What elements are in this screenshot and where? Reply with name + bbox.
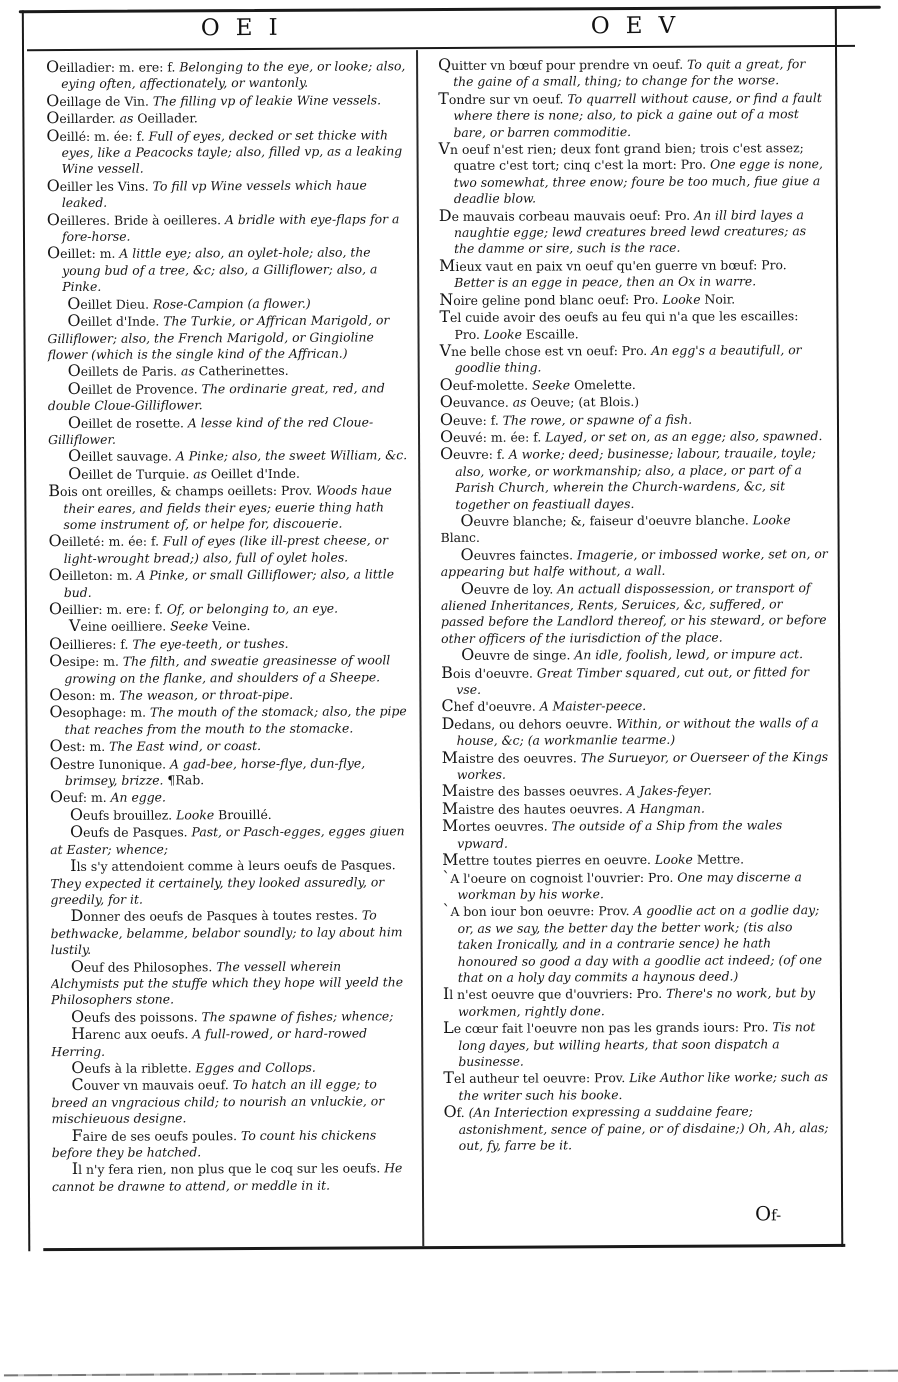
entry-headword: Oest: m. (49, 736, 110, 756)
entry-headword: Dedans, ou dehors oeuvre. (441, 713, 617, 733)
dictionary-entry (49, 565, 411, 601)
column-divider (416, 50, 424, 1246)
entry-headword: Oeufs des poissons. (71, 1006, 202, 1026)
dictionary-entry (439, 290, 827, 309)
entry-gloss: To quarrell without cause, or find a fault where there is none; also, to pick a gaine out of a most bare, or barren commoditie. (453, 89, 822, 140)
entry-headword: Blanc. (440, 530, 480, 546)
dictionary-entry (49, 599, 411, 618)
dictionary-entry (50, 736, 412, 755)
entry-headword: Maistre des oeuvres. (441, 747, 581, 767)
dictionary-entry (443, 1068, 831, 1104)
entry-gloss: as (180, 363, 199, 379)
dictionary-entry (48, 447, 410, 466)
entry-gloss: The Turkie, or Affrican Marigold, or Gilliflower; also, the French Marigold, or Gingioline flower (which is the single kind of the Affrican.) (47, 312, 390, 363)
entry-headword: Veine. (212, 618, 251, 634)
dictionary-entry (440, 375, 828, 394)
entry-gloss: Looke (752, 512, 791, 528)
entry-headword: Oeufs de Pasques. (70, 822, 192, 842)
entry-headword: Veine oeilliere. (68, 616, 171, 636)
dictionary-entry (48, 464, 410, 483)
entry-gloss: An ill bird layes a naughtie egge; lewd creatures breed lewd creatures; as the damme or sire, such is the race. (453, 206, 807, 257)
entry-headword: Oeilleres. Bride à oeilleres. (46, 209, 226, 229)
entry-gloss: Full of eyes (like ill-prest cheese, or light-wrought bread;) also, full of oylet holes. (63, 532, 389, 566)
entry-headword: Oeuvres fainctes. (460, 544, 577, 564)
entry-gloss: as (512, 394, 531, 410)
entry-headword: Oeson: m. (49, 685, 120, 705)
entry-headword: `A l'oeure on cognoist l'ouvrier: Pro. (442, 867, 678, 887)
dictionary-entry (440, 392, 828, 411)
entry-gloss: Better is an egge in peace, then an Ox in warre. (454, 273, 757, 291)
dictionary-entry (441, 663, 829, 699)
dictionary-entry (444, 1102, 832, 1154)
entry-headword: Oeillets de Paris. (67, 361, 182, 381)
entry-headword: Oeillet Dieu. (67, 293, 153, 313)
entry-headword: Oeillader. (137, 110, 198, 126)
entry-gloss: Rose-Campion (a flower.) (152, 295, 311, 312)
dictionary-entry (52, 1126, 414, 1162)
entry-gloss: Of, or belonging to, an eye. (166, 600, 339, 617)
dictionary-entry (440, 341, 828, 377)
entry-headword: Oesipe: m. (49, 651, 123, 671)
dictionary-entry (50, 788, 412, 807)
entry-headword: Oeillé: m. ée: f. (46, 125, 149, 145)
entry-headword: Oeillage de Vin. (46, 90, 153, 110)
dictionary-entry (50, 754, 412, 790)
entry-gloss: A Pinke, or small Gilliflower; also, a little bud. (63, 566, 395, 600)
dictionary-entry (48, 481, 410, 533)
entry-gloss: A gad-bee, horse-flye, dun-flye, brimsey, brizze. (64, 755, 366, 789)
entry-headword: Quitter vn bœuf pour prendre vn oeuf. (438, 55, 688, 75)
right-border-rule (835, 6, 843, 1247)
dictionary-entry (49, 617, 411, 636)
entry-headword: Oeillet: m. (47, 243, 120, 263)
dictionary-entry (46, 126, 408, 178)
dictionary-entry (440, 444, 828, 513)
entry-gloss: The outside of a Ship from the wales vpward. (457, 817, 783, 851)
entry-headword: Oeillet d'Inde. (67, 311, 164, 331)
entry-headword: Oeuvé: m. ée: f. (439, 426, 546, 446)
entry-gloss: An egg's a beautifull, or goodlie thing. (454, 342, 802, 376)
dictionary-entry (439, 256, 827, 292)
dictionary-entry (50, 856, 412, 908)
left-border-rule (22, 10, 30, 1251)
entry-headword: Harenc aux oeufs. (71, 1024, 193, 1044)
dictionary-entry (46, 91, 408, 110)
dictionary-entry (438, 89, 826, 141)
dictionary-entry (440, 427, 828, 446)
entry-headword: Oeuvre: f. (440, 444, 509, 464)
entry-gloss: A worke; deed; businesse; labour, trauaile, toyle; also, worke, or workmanship; also, a place, or part of a Parish Church, wherein the Church-wardens, &c, sit together on feastiuall dayes. (455, 445, 816, 512)
entry-headword: Le cœur fait l'oeuvre non pas les grands iours: Pro. (443, 1018, 773, 1038)
dictionary-entry (442, 799, 830, 818)
entry-headword: Mortes oeuvres. (442, 816, 552, 836)
entry-headword: Oeillarder. (46, 108, 120, 128)
entry-headword: Brouillé. (218, 806, 272, 823)
entry-gloss: Looke (483, 326, 526, 342)
left-column (46, 57, 414, 1245)
dictionary-entry (441, 696, 829, 715)
entry-headword: Tel autheur tel oeuvre: Prov. (443, 1068, 630, 1088)
dictionary-entry (440, 511, 828, 547)
entry-headword: De mauvais corbeau mauvais oeuf: Pro. (438, 205, 695, 225)
entry-headword: Chef d'oeuvre. (441, 696, 540, 716)
dictionary-entry (47, 210, 409, 246)
entry-headword: Oeuf des Philosophes. (70, 956, 217, 976)
entry-headword: Ils s'y attendoient comme à leurs oeufs de Pasques. (70, 856, 396, 876)
entry-gloss: An idle, foolish, lewd, or impure act. (574, 646, 804, 663)
entry-gloss: Past, or Pasch-egges, egges giuen at Easter; whence; (50, 823, 405, 857)
entry-headword: Oeillet de Turquie. (68, 463, 194, 483)
entry-headword: Noir. (704, 291, 736, 307)
dictionary-entry (51, 1007, 413, 1026)
entry-headword: Oeillet de Provence. (67, 378, 202, 398)
entry-gloss: The filth, and sweatie greasinesse of wooll growing on the flanke, and shoulders of a Sheepe. (64, 652, 391, 686)
entry-headword: Oeilleté: m. ée: f. (48, 531, 164, 551)
dictionary-entry (49, 634, 411, 653)
dictionary-entry (51, 1076, 413, 1128)
entry-gloss: (An Interiection expressing a suddaine feare; astonishment, sence of paine, or of disdaine;) Oh, Ah, alas; out, fy, farre be it. (458, 1103, 829, 1153)
dictionary-entry (442, 816, 830, 852)
entry-headword: Oeillier: m. ere: f. (48, 599, 167, 619)
entry-headword: Noire geline pond blanc oeuf: Pro. (439, 289, 663, 309)
dictionary-entry (51, 957, 413, 1009)
dictionary-entry (48, 413, 410, 449)
entry-headword: Oeufs brouillez. (69, 804, 177, 824)
entry-headword: Maistre des hautes oeuvres. (441, 798, 627, 818)
entry-gloss: One may discerne a workman by his worke. (457, 868, 802, 902)
entry-gloss: An actuall dispossession, or transport of aliened Inheritances, Rents, Seruices, &c, suffered, or passed before the Landlord thereof, or his steward, or before other officers of the iurisdiction of the place. (440, 579, 827, 646)
entry-gloss: A Jakes-feyer. (626, 783, 712, 799)
entry-gloss: The Surueyor, or Ouerseer of the Kings workes. (456, 748, 829, 783)
entry-gloss: Belonging to the eye, or looke; also, eying often, affectionately, or wantonly. (61, 58, 406, 92)
entry-gloss: They expected it certainely, they looked assuredly, or greedily, for it. (50, 873, 385, 907)
entry-headword: Bois d'oeuvre. (441, 662, 537, 682)
entry-headword: Mettre. (696, 851, 745, 867)
entry-gloss: Egges and Collops. (195, 1059, 316, 1076)
entry-gloss: The mouth of the stomack; also, the pipe that reaches from the mouth to the stomacke. (64, 703, 407, 737)
entry-gloss: The rowe, or spawne of a fish. (502, 411, 693, 428)
dictionary-entry (441, 579, 829, 648)
dictionary-entry (49, 651, 411, 687)
entry-headword: Couver vn mauvais oeuf. (71, 1075, 233, 1095)
dictionary-entry (47, 176, 409, 212)
entry-headword: Escaille. (525, 325, 579, 342)
dictionary-entry (51, 1058, 413, 1077)
entry-headword: Donner des oeufs de Pasques à toutes restes. (70, 906, 362, 926)
entry-gloss: Imagerie, or imbossed worke, set on, or appearing but halfe without, a wall. (440, 545, 828, 580)
catchword: Of- (755, 1202, 782, 1226)
entry-gloss: The vessell wherein Alchymists put the stuffe which they hope will yeeld the Philosophers stone. (50, 958, 404, 1008)
entry-gloss: A Maister-peece. (539, 698, 647, 714)
dictionary-entry (50, 805, 412, 824)
entry-gloss: To bethwacke, belamme, belabor soundly; to lay about him lustily. (50, 907, 403, 958)
entry-headword: Oeilleton: m. (48, 565, 137, 585)
header-right-section-label: OEV (590, 12, 692, 40)
dictionary-entry (438, 55, 826, 91)
dictionary-entry (48, 362, 410, 381)
dictionary-entry (441, 645, 829, 664)
dictionary-entry (442, 781, 830, 800)
entry-headword: Mettre toutes pierres en oeuvre. (442, 850, 655, 870)
entry-headword: Catherinettes. (198, 363, 289, 379)
dictionary-entry (443, 1018, 831, 1070)
entry-gloss: To count his chickens before they be hatched. (51, 1126, 377, 1161)
entry-headword: Of. (443, 1102, 469, 1122)
dictionary-entry (47, 311, 409, 363)
entry-gloss: There's no work, but by workmen, rightly done. (458, 985, 816, 1019)
entry-headword: Oeuf-molette. (439, 374, 533, 394)
entry-headword: Faire de ses oeufs poules. (71, 1125, 242, 1145)
dictionary-entry (440, 410, 828, 429)
entry-headword: Bois ont oreilles, & champs oeillets: Prov. (48, 481, 317, 501)
entry-gloss: Within, or without the walls of a house, &c; (a workmanlie tearme.) (456, 714, 819, 749)
entry-headword: Oeuve: f. (439, 409, 503, 429)
entry-headword: Oesophage: m. (49, 702, 151, 722)
dictionary-entry (439, 206, 827, 258)
dictionary-entry (51, 907, 413, 959)
header-rule (27, 45, 855, 51)
dictionary-entry (51, 1024, 413, 1060)
entry-gloss: as (193, 465, 211, 482)
entry-headword: Vne belle chose est vn oeuf: Pro. (439, 340, 652, 360)
entry-headword: Oeilladier: m. ere: f. (46, 57, 180, 77)
entry-gloss: To hatch an ill egge; to breed an vngracious child; to nourish an vnluckie, or mischieuous designe. (51, 1076, 385, 1127)
dictionary-entry (442, 748, 830, 784)
bottom-border-rule (43, 1244, 845, 1251)
dictionary-entry (52, 1160, 414, 1196)
entry-gloss: Layed, or set on, as an egge; also, spawned. (545, 427, 823, 445)
entry-gloss: The eye-teeth, or tushes. (132, 635, 289, 652)
entry-gloss: The filling vp of leakie Wine vessels. (152, 92, 382, 109)
dictionary-entry (441, 545, 829, 581)
entry-gloss: A full-rowed, or hard-rowed Herring. (51, 1025, 368, 1059)
entry-headword: Oeuvance. (439, 392, 513, 412)
entry-headword: Oeuve; (at Blois.) (530, 394, 640, 410)
entry-gloss: One egge is none, two somewhat, three enow; foure be too much, fiue giue a deadlie blow. (453, 156, 823, 207)
dictionary-entry (442, 868, 830, 904)
dictionary-entry (49, 685, 411, 704)
entry-headword: Il n'y fera rien, non plus que le coq sur les oeufs. (71, 1159, 385, 1179)
dictionary-entry (47, 294, 409, 313)
entry-headword: Tel cuide avoir des oeufs au feu qui n'a que les escailles: Pro. (439, 307, 799, 342)
dictionary-entry (47, 244, 409, 296)
entry-gloss: Seeke (170, 618, 213, 634)
entry-gloss: Seeke (532, 377, 575, 393)
entry-gloss: An egge. (110, 789, 166, 806)
scan-edge-artifact (4, 1370, 898, 1377)
entry-headword: Vn oeuf n'est rien; deux font grand bien; trois c'est assez; quatre c'est tort; cinq c'est la mort: Pro. (438, 139, 804, 174)
entry-headword: Oeufs à la riblette. (71, 1057, 196, 1077)
entry-headword: Oeillieres: f. (49, 633, 133, 653)
entry-headword: Oeillet de rosette. (67, 412, 188, 432)
entry-gloss: A lesse kind of the red Cloue-Gilliflower. (48, 413, 374, 448)
entry-headword: Oeuvre blanche; &, faiseur d'oeuvre blanche. (460, 510, 753, 530)
entry-headword: Omelette. (574, 376, 636, 393)
entry-headword: Oestre Iunonique. (49, 753, 171, 773)
entry-gloss: Great Timber squared, cut out, or fitted for vse. (456, 663, 810, 697)
dictionary-entry (46, 108, 408, 127)
right-column (438, 55, 832, 1243)
entry-gloss: A little eye; also, an oylet-hole; also, the young bud of a tree, &c; also, a Gilliflower; also, a Pinke. (62, 244, 378, 295)
entry-headword: Oeillet d'Inde. (210, 465, 300, 481)
entry-gloss: The spawne of fishes; whence; (201, 1008, 394, 1025)
entry-gloss: The weason, or throat-pipe. (119, 686, 294, 703)
entry-gloss: Tis not long dayes, but willing hearts, that soon dispatch a businesse. (458, 1019, 816, 1069)
entry-gloss: He cannot be drawne to attend, or meddle in it. (51, 1160, 403, 1194)
header-left-section-label: OEI (200, 14, 294, 42)
entry-gloss: To fill vp Wine vessels which haue leaked. (61, 177, 367, 211)
entry-headword: ¶Rab. (167, 772, 205, 788)
dictionary-entry (443, 984, 831, 1020)
entry-gloss: The East wind, or coast. (109, 738, 262, 755)
dictionary-entry (49, 703, 411, 739)
dictionary-entry (50, 822, 412, 858)
entry-headword: Maistre des basses oeuvres. (441, 781, 627, 801)
dictionary-entry (439, 307, 827, 343)
entry-headword: `A bon iour bon oeuvre: Prov. (442, 901, 634, 921)
entry-gloss: Like Author like worke; such as the writer such his booke. (458, 1069, 829, 1103)
entry-headword: Oeiller les Vins. (46, 175, 153, 195)
entry-headword: Tondre sur vn oeuf. (438, 88, 568, 108)
entry-gloss: Full of eyes, decked or set thicke with eyes, like a Peacocks tayle; also, filled vp, as a leaking Wine vessell. (61, 126, 403, 177)
dictionary-entry (438, 139, 826, 208)
dictionary-entry (442, 714, 830, 750)
entry-gloss: A Pinke; also, the sweet William, &c. (175, 447, 408, 464)
entry-gloss: A goodlie act on a godlie day; or, as we say, the better day the better work; (tis also taken Ironically, and in a contrarie sence) he hath honoured so good a day with a goodlie act indeed; (of one that on a holy day commits a haynous deed.) (457, 902, 823, 985)
entry-headword: Il n'est oeuvre que d'ouvriers: Pro. (442, 984, 667, 1004)
entry-gloss: Looke (654, 851, 697, 868)
dictionary-entry (49, 532, 411, 568)
entry-headword: Oeuvre de singe. (461, 645, 575, 665)
entry-gloss: Looke (176, 807, 219, 823)
entry-headword: Oeuvre de loy. (460, 578, 558, 598)
entry-gloss: Looke (662, 291, 705, 307)
entry-headword: Mieux vaut en paix vn oeuf qu'en guerre vn bœuf: Pro. (439, 255, 787, 275)
entry-gloss: A Hangman. (626, 800, 705, 816)
dictionary-entry (48, 379, 410, 415)
entry-gloss: as (119, 110, 138, 126)
entry-headword: Oeuf: m. (49, 787, 111, 807)
entry-headword: Oeillet sauvage. (68, 446, 176, 466)
dictionary-entry (442, 901, 830, 986)
dictionary-entry (46, 57, 408, 93)
top-border-rule (19, 6, 881, 14)
entry-gloss: A bridle with eye-flaps for a fore-horse. (61, 210, 400, 245)
entry-gloss: The ordinarie great, red, and double Cloue-Gilliflower. (47, 380, 385, 414)
entry-gloss: Woods haue their eares, and fields their eyes; euerie thing hath some instrument of, or helpe for, discouerie. (63, 482, 392, 532)
dictionary-entry (442, 850, 830, 869)
entry-gloss: To quit a great, for the gaine of a small, thing; to change for the worse. (453, 56, 806, 90)
